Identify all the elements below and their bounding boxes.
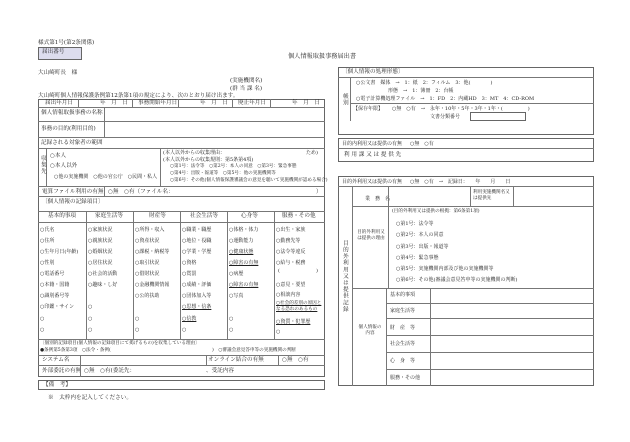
file-value[interactable]: ○無 ○有（ファイル名： [108, 189, 174, 195]
col-header-social: 社会生活等 [190, 213, 218, 219]
list-item[interactable]: ○思想・信条 [182, 304, 212, 310]
list-item[interactable]: ○障害の有無 [229, 282, 259, 288]
collect-reason-a: (本人以外からの収集理由： [163, 150, 225, 156]
items-header: 〔個人情報の記録項目〕 [42, 199, 104, 205]
affair-name-label: 個人情報取扱事務の名称 [41, 110, 103, 116]
list-item[interactable]: ○婚姻状況 [88, 249, 113, 255]
ext-reason-side: 目的外利用又は提供の理由 [357, 230, 385, 241]
list-item[interactable]: ○学業・学歴 [182, 249, 212, 255]
list-item[interactable]: ○印鑑・サイン [40, 304, 75, 310]
collect-reason-b: (本人以外からの収集規則：第5条第4項) [163, 157, 254, 163]
note-options[interactable]: ●条例第5条第3項 ○法令・条例( [40, 348, 111, 353]
list-item[interactable]: ○ [40, 316, 45, 322]
list-item[interactable]: ○本籍・国籍 [40, 282, 70, 288]
addressee: 大山崎町長 様 [38, 70, 78, 76]
list-item[interactable]: ○課税・納税等 [135, 249, 170, 255]
start-date-label: 事務開始年月日 [138, 100, 178, 106]
filed-date-value[interactable]: 年 月 日 [100, 100, 128, 106]
col-header-service: 服務・その他 [282, 213, 316, 219]
purpose-ext-label: 目的外利用又は提供の有無 [342, 179, 403, 185]
category-side: 個人情報の内容 [358, 325, 382, 336]
collect-self[interactable]: ○本人 [50, 153, 67, 159]
list-item[interactable]: ○勤務先等 [276, 238, 301, 244]
reason-item[interactable]: ○第5号：実施機関内部及び他の実施機関等 [396, 266, 494, 272]
list-item[interactable]: ○取引状況 [135, 260, 160, 266]
list-item[interactable]: ○ [182, 327, 187, 333]
category-service: 服務・その他 [390, 375, 421, 381]
list-item[interactable]: ○住所 [40, 238, 55, 244]
purpose-label: 事務の目的(利用目的) [41, 126, 96, 132]
business-name-label: 業 務 名 [365, 196, 391, 202]
list-item[interactable]: ○借財状況 [135, 271, 160, 277]
reason-item[interactable]: ○第4号：緊急事態 [396, 255, 439, 261]
end-date-label: 廃止年月日 [238, 100, 266, 106]
outsourced-value[interactable]: ○無 ○有(委託先： [84, 368, 136, 374]
list-item: ( [278, 268, 280, 274]
outsourced-mid: 、受託内容 [206, 368, 234, 374]
doc-class-field[interactable] [470, 112, 526, 121]
list-item: ) [316, 268, 318, 274]
list-item[interactable]: ○出生・家族 [276, 227, 306, 233]
outsourced-label: 外部委託の有無 [42, 368, 82, 374]
list-item[interactable]: ○運動能力 [229, 238, 254, 244]
list-item[interactable]: ○居住状況 [88, 260, 113, 266]
list-item[interactable]: ○金融機関情報 [135, 282, 170, 288]
list-item[interactable]: ○親族状況 [88, 238, 113, 244]
reasons-header: (目的外利用又は提供の根拠：第6条第1項) [392, 209, 480, 214]
list-item[interactable]: ○趣味・し好 [88, 282, 118, 288]
list-item[interactable]: ○ [229, 327, 234, 333]
note-line: 〔個別的記録項目(個人情報の記録項目にて掲げるもの)を収集している理由〕 [40, 341, 200, 346]
registration-number-box[interactable] [38, 47, 82, 60]
list-item[interactable]: ○地位・役職 [182, 238, 212, 244]
category-basic: 基本的事項 [390, 292, 416, 298]
filed-date-label: 届出年月日 [45, 100, 73, 106]
footnote: ※ 太枠内を記入してください。 [48, 395, 132, 401]
provider-label: 利用実施機関名又は提供先 [473, 190, 510, 201]
remarks-label: 【備 考】 [43, 382, 71, 388]
end-date-value[interactable]: 年 月 日 [292, 100, 320, 106]
collect-other[interactable]: ○本人以外 [50, 163, 78, 169]
list-item[interactable]: ○公的扶助 [135, 293, 160, 299]
file-end: ） [316, 189, 322, 195]
agency-label: (実施機関名) [230, 78, 263, 84]
list-item[interactable]: ○資産状況 [135, 238, 160, 244]
head-label: (群 当 課 名) [230, 86, 263, 92]
list-item[interactable]: ○ [276, 329, 281, 335]
keep-label: 【保存年限】 [353, 106, 384, 112]
list-item[interactable]: ○障害の有無 [229, 260, 259, 266]
list-item[interactable]: ○体格・体力 [229, 227, 259, 233]
list-item[interactable]: ○信教 [182, 316, 197, 322]
category-social: 社会生活等 [390, 341, 416, 347]
list-item[interactable]: ○成績・評価 [182, 282, 212, 288]
form-number: 様式第1号(第2条関係) [38, 40, 95, 46]
list-item[interactable]: ○法令等違反 [276, 249, 306, 255]
method-side-label: 帳別 [341, 93, 348, 107]
intro-text: 大山崎町個人情報保護条例第12条第1項の規定により、次のとおり届け出ます。 [38, 93, 239, 99]
purpose-ext-value[interactable]: ○無 ○有 → 記録日： 年 月 日 [410, 179, 511, 185]
page-title: 個人情報取扱事務届出書 [288, 53, 357, 60]
list-item[interactable]: ○電話番号 [40, 271, 65, 277]
list-item[interactable]: ○ [40, 327, 45, 333]
method-header: 〔個人情報の処理形態〕 [342, 69, 404, 75]
list-item[interactable]: ○相談内容 [276, 292, 301, 298]
category-property: 財 産 等 [390, 325, 416, 331]
purpose-out-value[interactable]: ○無 ○有 [410, 141, 434, 147]
collect-rule-2[interactable]: ○第4号：出版・報道等 ○第5号：他の実施機関等 [170, 171, 276, 176]
category-family: 家庭生活等 [390, 308, 416, 314]
list-item[interactable]: ○病歴 [229, 271, 244, 277]
list-item[interactable]: ○社会的差別の原因となる恐れのあるもの [276, 301, 322, 312]
collect-rule-1[interactable]: ○第1号：法令等 ○第2号：本人の同意 ○第3号：緊急事態 [170, 164, 297, 169]
use-dept-label: 利 用 課 又 は 提 供 先 [344, 152, 402, 158]
collect-reason-a-end: ため) [306, 150, 318, 156]
target-scope-label: 記録される対象者の範囲 [41, 140, 103, 146]
method-line-1[interactable]: ○公文書 媒体 → 1：紙 2：フィルム 3：他( ) [356, 80, 493, 86]
list-item[interactable]: ○性別 [40, 260, 55, 266]
list-item[interactable]: ○ [229, 316, 234, 322]
list-item[interactable]: ○所得・収入 [135, 227, 165, 233]
file-label: 電算ファイル利用の有無 [42, 189, 104, 195]
registration-number-label: 届出番号 [42, 49, 65, 55]
reason-item[interactable]: ○第2号：本人の同意 [396, 232, 444, 238]
col-header-family: 家庭生活等 [95, 213, 123, 219]
purpose-out-label: 目的内利用又は提供の有無 [342, 141, 403, 147]
remarks-box[interactable] [38, 380, 325, 390]
collect-side-label: 収集先 [39, 155, 46, 175]
list-item[interactable]: ○給与・税務 [276, 260, 306, 266]
method-line-2[interactable]: 形態 → 1：簿冊 2：台帳 [388, 88, 454, 94]
list-item[interactable]: ○ [88, 327, 93, 333]
doc-class-label: 文書分類番号 [430, 114, 461, 120]
online-label: オンライン結合の有無 [208, 357, 264, 363]
list-item[interactable]: ○ [135, 327, 140, 333]
col-header-body: 心身等 [241, 213, 258, 219]
list-item[interactable]: ○氏名 [40, 227, 55, 233]
list-item[interactable]: ○資格 [182, 260, 197, 266]
reason-item[interactable]: ○第6号：その他(審議会意見答申等の実施機関の判断) [396, 277, 518, 283]
list-item[interactable]: ○写真 [229, 293, 244, 299]
note-options-end[interactable]: ) ○審議会意見答申等の実施機関の判断 [212, 348, 296, 353]
ext-side-label: 目的外利用又は提供記録 [341, 240, 348, 313]
list-item[interactable]: ○資質・犯罪歴 [276, 319, 311, 325]
list-item[interactable]: ○ [88, 316, 93, 322]
list-item[interactable]: ○意見・要望 [276, 282, 306, 288]
list-item[interactable]: ○職業・職歴 [182, 227, 212, 233]
col-header-property: 財産等 [149, 213, 166, 219]
list-item[interactable]: ○賞罰 [182, 271, 197, 277]
list-item[interactable]: ○団体加入等 [182, 293, 212, 299]
system-label: システム名 [42, 357, 70, 363]
collect-rule-3[interactable]: ○第6号：その他(個人情報保護審議会の意見を聴いて実施機関が認める場合) [170, 178, 328, 183]
start-date-value[interactable]: 年 月 日 [200, 100, 228, 106]
reason-item[interactable]: ○第3号：出版・報道等 [396, 244, 449, 250]
list-item[interactable]: ○生年月日(年齢) [40, 249, 79, 255]
keep-value[interactable]: ○無 ○有 → 永年・10年・5年・3年・1年・( ) [392, 106, 530, 112]
list-item[interactable]: ○社会的活動 [88, 271, 118, 277]
list-item[interactable]: ○ [88, 304, 93, 310]
category-body: 心 身 等 [390, 358, 416, 364]
list-item[interactable]: ○健康状態 [229, 249, 254, 255]
reason-item[interactable]: ○第1号：法令等 [396, 221, 434, 227]
method-line-3[interactable]: ○電子計算機処理ファイル → 1：FD 2：内蔵HD 3：MT 4：CD-ROM [356, 96, 535, 102]
collect-items[interactable]: ○他の実施機関 ○他の官公庁 ○民間・私人 [54, 174, 158, 180]
list-item[interactable]: ○識別番号等 [40, 293, 70, 299]
list-item[interactable]: ○家族状況 [88, 227, 113, 233]
list-item[interactable]: ○ [135, 316, 140, 322]
col-header-basic: 基本的事項 [48, 213, 76, 219]
online-value[interactable]: ○無 ○有 [282, 357, 309, 363]
